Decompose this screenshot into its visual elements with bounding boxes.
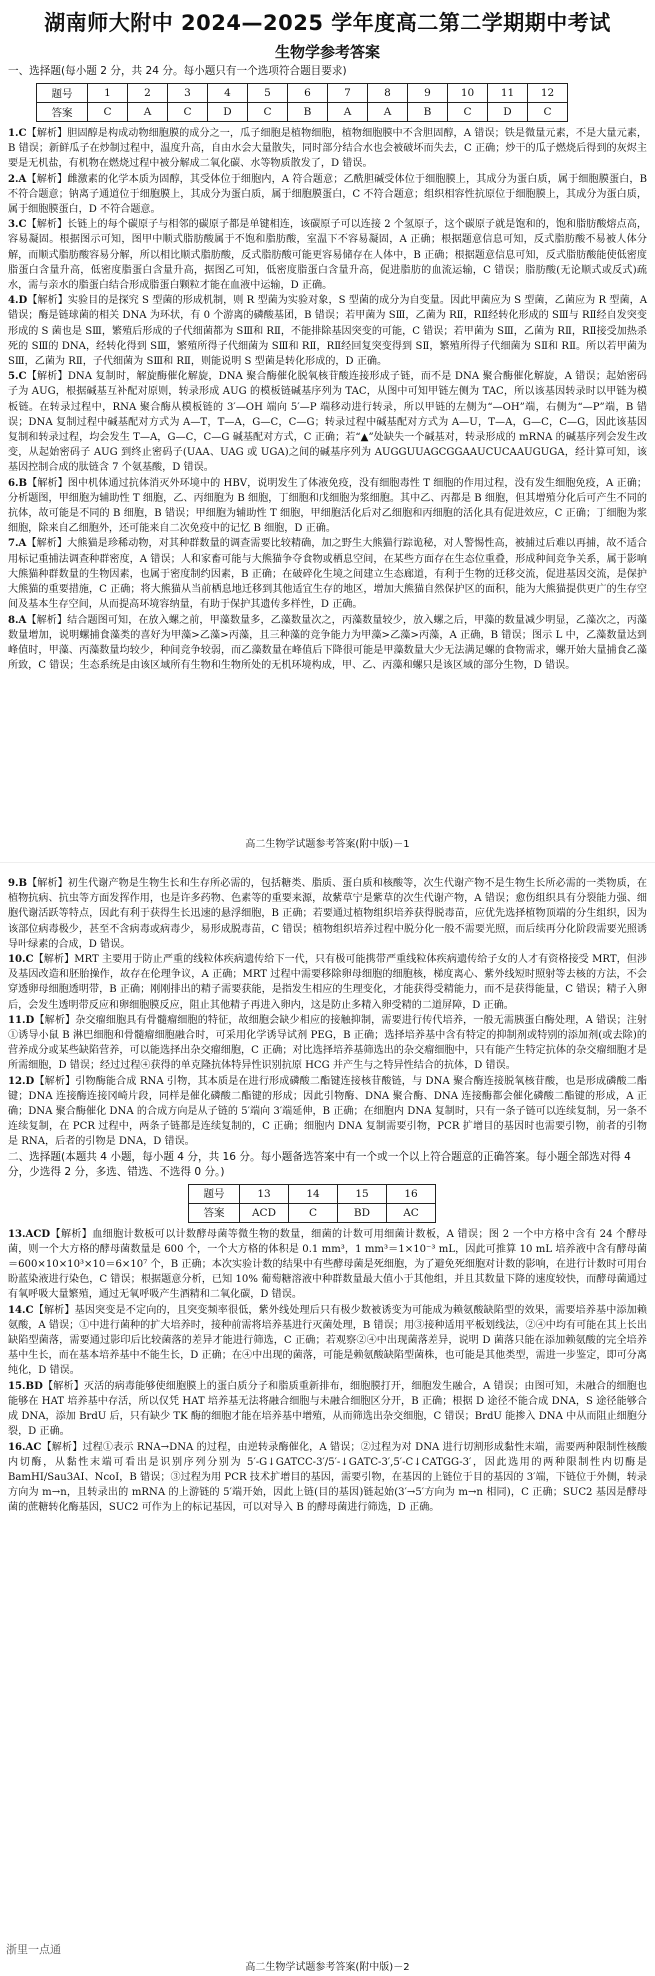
item-text: 【解析】雌激素的化学本质为固醇，其受体位于细胞内，A 符合题意；乙酰胆碱受体位于细胞膜上，其成分为蛋白质，属于细胞膜蛋白，B 不符合题意；钠离子通道位于细胞膜上，其成分为蛋白质，属于细胞膜蛋白，C 不符合题意；组织相容性抗原位于细胞膜上，其成分为蛋白质，属于细胞膜蛋白，D 不符合题意。: [8, 173, 647, 216]
explanation-item: [8, 126, 647, 172]
explanations-part-three: [8, 1227, 647, 1516]
question-number: 11: [488, 84, 528, 103]
question-number: 4: [208, 84, 248, 103]
section-one-heading: 一、选择题(每小题 2 分，共 24 分。每小题只有一个选项符合题目要求): [8, 65, 347, 77]
explanation-item: [8, 536, 647, 612]
answer-cell: AC: [387, 1203, 436, 1222]
row-label-answer: 答案: [189, 1203, 240, 1222]
explanation-item: [8, 1440, 647, 1516]
explanation-item: [8, 217, 647, 293]
answer-cell: B: [408, 103, 448, 122]
item-text: 【解析】结合题图可知，在放入螺之前，甲藻数量多，乙藻数量次之，丙藻数量较少，放入螺之后，甲藻的数量减少明显，乙藻次之，丙藻数量增加，说明螺捕食藻类的喜好为甲藻>乙藻>丙藻，且三种藻的竞争能力为甲藻>乙藻>丙藻，A 正确，B 错误；图示 L 中，乙藻数量达到峰值时，甲藻、丙藻数量均较少，种间竞争较弱，而乙藻数量在峰值后下降很可能是甲藻数量大少无法满足螺的食物需求，螺开始大量捕食乙藻所致，C 错误；生态系统是由该区域所有生物和生物所处的无机环境构成，甲、乙、丙藻和螺只是该区域的部分生物，D 错误。: [8, 614, 647, 672]
answer-cell: A: [328, 103, 368, 122]
item-text: 【解析】灭活的病毒能够使细胞膜上的蛋白质分子和脂质重新排布，细胞膜打开，细胞发生融合，A 错误；由图可知，未融合的细胞也能够在 HAT 培养基中存活，所以仅凭 HAT 培养基无法将融合细胞与未融合细胞区分开，B 正确；根据 D 途径不能合成 DNA，S 途径能够合成 DNA，添加 BrdU 后，只有缺少 TK 酶的细胞才能在培养基中增殖，从而筛选出杂交细胞，C 错误；BrdU 能掺入 DNA 中从而阻止细胞分裂，D 正确。: [8, 1380, 647, 1438]
page-divider: [0, 862, 655, 863]
exam-title: 湖南师大附中 2024—2025 学年度高二第二学期期中考试: [44, 11, 611, 35]
answer-cell: C: [88, 103, 128, 122]
explanation-item: [8, 1379, 647, 1440]
answer-cell: C: [168, 103, 208, 122]
item-label: 8.A: [8, 614, 27, 626]
item-label: 5.C: [8, 371, 27, 383]
item-label: 16.AC: [8, 1441, 42, 1453]
item-text: 【解析】胆固醇是构成动物细胞膜的成分之一，瓜子细胞是植物细胞，植物细胞膜中不含胆固醇，A 错误；铁是微量元素，不是大量元素，B 错误；新鲜瓜子在炒制过程中，温度升高，自由水会大量散失，同时部分结合水也会被破坏而失去，C 正确；炒干的瓜子燃烧后得到的灰烬主要是无机盐，有机物在燃烧过程中被分解成二氧化碳、水等物质散发了，D 错误。: [8, 128, 647, 170]
item-text: 【解析】长链上的每个碳原子与相邻的碳原子都是单键相连，该碳原子可以连接 2 个氢原子，这个碳原子就是饱和的，饱和脂肪酸熔点高，容易凝固。根据图示可知，图甲中顺式脂肪酸属于不饱和脂肪酸，室温下不容易凝固，A 正确；根据题意信息可知，反式脂肪酸不易被人体分解，而顺式脂肪酸容易分解，所以相比顺式脂肪酸，反式脂肪酸可能更容易储存在人体中，B 正确；根据题意信息可知，反式脂肪酸能使低密度脂蛋白含量升高，低密度脂蛋白含量升高，据图乙可知，低密度脂蛋白含量升高，促进脂肪的血流运输，C 错误；脂肪酸(无论顺式或反式)疏水，需与亲水的脂蛋白结合形成脂蛋白颗粒才能在血液中运输，D 正确。: [8, 219, 647, 292]
answer-table-answer-row: [37, 103, 568, 122]
section-two-heading: 二、选择题(本题共 4 小题，每小题 4 分，共 16 分。每小题备选答案中有一个或一个以上符合题意的正确答案。每小题全部选对得 4 分，少选得 2 分，多选、错选、不选得 0 分。): [8, 1150, 631, 1178]
source-watermark: 浙里一点通: [6, 1943, 61, 1956]
item-label: 3.C: [8, 219, 27, 231]
question-number: 15: [338, 1184, 387, 1203]
question-number: 12: [528, 84, 568, 103]
item-text: 【解析】杂交瘤细胞具有骨髓瘤细胞的特征，故细胞会缺少相应的接触抑制，需要进行传代培养，一般无需胰蛋白酶处理，A 错误；注射①诱导小鼠 B 淋巴细胞和骨髓瘤细胞融合时，可采用化学诱导试剂 PEG，B 正确；选择培养基中含有特定的抑制剂或特别的添加剂(或去除)的营养成分或某些缺陷营养，可以能选择出杂交瘤细胞，C 正确；对比选择培养基筛选出的杂交瘤细胞中，只有能产生特定抗体的杂交瘤细胞才是所需细胞，D 错误；经过过程④获得的单克隆抗体特异性识别抗原 HCG 并产生与之特异性结合的抗体，D 错误。: [8, 1014, 647, 1072]
item-label: 11.D: [8, 1014, 35, 1026]
explanations-part-two: [8, 876, 647, 1150]
question-number: 10: [448, 84, 488, 103]
answer-cell: C: [248, 103, 288, 122]
item-text: 【解析】MRT 主要用于防止严重的线粒体疾病遗传给下一代，只有极可能携带严重线粒体疾病遗传给子女的人才有资格接受 MRT，但涉及基因改造和胚胎操作，故存在伦理争议，A 正确；MRT 过程中需要移除卵母细胞的细胞核，梯度离心、紫外线短时照射等去核的方法，不会穿透卵母细胞透明带，B 正确；刚刚排出的精子需要获能，是指发生相应的生理变化，才能获得受精能力，而不是获得能量，C 错误；精子入卵后，会发生透明带反应和卵细胞膜反应，阻止其他精子再进入卵内，这是防止多精入卵受精的二道屏障，D 正确。: [8, 954, 647, 1011]
explanation-item: [8, 952, 647, 1013]
item-text: 【解析】图中机体通过抗体消灭外环境中的 HBV，说明发生了体液免疫，没有细胞毒性 T 细胞的作用过程，没有发生细胞免疫，A 正确；分析题图，甲细胞为辅助性 T 细胞，乙、丙细胞为 B 细胞，丁细胞和戊细胞为浆细胞。其中乙、丙都是 B 细胞，但其增殖分化后可产生不同的抗体，故可能是不同的 B 细胞，B 错误；甲细胞为辅助性 T 细胞，甲细胞活化后对乙细胞和丙细胞的活化具有促进效应，C 正确；丁细胞为浆细胞，除来自乙细胞外，还可能来自二次免疫中的记忆 B 细胞，D 正确。: [8, 477, 647, 535]
item-label: 15.BD: [8, 1380, 43, 1392]
explanations-part-one: [8, 126, 647, 673]
row-label-number: 题号: [189, 1184, 240, 1203]
row-label-number: 题号: [37, 84, 88, 103]
item-label: 9.B: [8, 878, 28, 889]
question-number: 8: [368, 84, 408, 103]
section-two-answer-table: [188, 1184, 436, 1223]
answer-table-number-row: [37, 84, 568, 103]
answer-cell: B: [288, 103, 328, 122]
item-label: 10.C: [8, 954, 34, 966]
page-two: [0, 876, 655, 1516]
item-text: 【解析】引物酶能合成 RNA 引物，其本质是在进行形成磷酸二酯键连接核苷酸链，与 DNA 聚合酶连接脱氧核苷酸，也是形成磷酸二酯键；DNA 连接酶连接冈崎片段，同样是催化磷酸二酯键的形成；因此引物酶、DNA 聚合酶、DNA 连接酶都会催化磷酸二酯键的形成，A 正确；DNA 聚合酶催化 DNA 的合成方向是从子链的 5′端向 3′端延伸，B 正确；在细胞内 DNA 复制时，只有一条子链可以连续复制，另一条不连续复制，在 PCR 过程中，两条子链都是连续复制的，C 正确；细胞内 DNA 复制需要引物，PCR 扩增目的基因时也需要引物，前者的引物是 RNA，后者的引物是 DNA，D 错误。: [8, 1075, 647, 1148]
answer-cell: C: [289, 1203, 338, 1222]
answer-cell: C: [448, 103, 488, 122]
item-label: 2.A: [8, 173, 27, 185]
answer-cell: A: [128, 103, 168, 122]
item-text: 【解析】基因突变是不定向的，且突变频率很低，紫外线处理后只有极少数被诱变为可能成为赖氨酸缺陷型的效果，需要培养基中添加赖氨酸，A 错误；①中进行菌种的扩大培养时，接种前需将培养基进行灭菌处理，B 错误；用③接种适用平板划线法，②④中均有可能在其上长出缺陷型菌落，需要通过影印后比较菌落的差异才能进行筛选，C 正确；若观察②④中出现菌落差异，说明 D 菌落只能在添加赖氨酸的完全培养基中生长，而在基本培养基中不能生长，D 正确；在④中出现的菌落，可能是赖氨酸缺陷型菌株，也可能是其他类型，需进一步鉴定，即可分离纯化，D 错误。: [8, 1304, 647, 1377]
answer-cell: ACD: [240, 1203, 289, 1222]
page-footer-1: 高二生物学试题参考答案(附中版)－1: [245, 839, 410, 850]
answer-table-answer-row: [189, 1203, 436, 1222]
item-text: 【解析】血细胞计数板可以计数酵母菌等微生物的数量，细菌的计数可用细菌计数板，A 错误；图 2 一个中方格中含有 24 个酵母菌，则一个大方格的酵母菌数量是 600 个，一个大方格的体积是 0.1 mm³，1 mm³＝1×10⁻³ mL，因此可推算 10 mL 培养液中含有酵母菌＝600×10×10³×10＝6×10⁷ 个，B 正确；本次实验计数的结果中有些酵母菌是死细胞，为了避免死细胞对计数的影响，在进行计数时可用台盼蓝染液进行染色，C 错误；根据题意分析，已知 10% 葡萄糖溶液中种群数量最大值小于其他组，并且其数量下降的速度较快，而酵母菌通过有氧呼吸大量繁殖，通过无氧呼吸产生酒精和二氧化碳，D 错误。: [8, 1228, 647, 1301]
item-text: 【解析】初生代谢产物是生物生长和生存所必需的，包括糖类、脂质、蛋白质和核酸等，次生代谢产物不是生物生长所必需的一类物质，在植物抗病、抗虫等方面发挥作用，也是许多药物、色素等的重要来源，故紫草宁是紫草的次生代谢产物，A 错误；愈伤组织具有分裂能力强、细胞代谢活跃等特点，因此有利于获得生长迅速的悬浮细胞，B 正确；若要通过植物组织培养获得脱毒苗，应优先选择植物顶端的分生组织，因为该部位病毒极少，甚至不含病毒或病毒少，易形成脱毒苗，C 错误；植物组织培养过程中脱分化一般不需要光照，而后续再分化阶段需要光照诱导叶绿素的合成，D 错误。: [8, 878, 647, 950]
answer-cell: C: [528, 103, 568, 122]
row-label-answer: 答案: [37, 103, 88, 122]
explanation-item: [8, 1013, 647, 1074]
answer-cell: D: [208, 103, 248, 122]
question-number: 16: [387, 1184, 436, 1203]
question-number: 1: [88, 84, 128, 103]
explanation-item: [8, 293, 647, 369]
explanation-item: [8, 369, 647, 475]
explanation-item: [8, 172, 647, 218]
answer-cell: D: [488, 103, 528, 122]
question-number: 5: [248, 84, 288, 103]
question-number: 6: [288, 84, 328, 103]
explanation-item: [8, 876, 647, 952]
item-label: 14.C: [8, 1304, 34, 1316]
item-label: 4.D: [8, 295, 28, 307]
answer-table-number-row: [189, 1184, 436, 1203]
question-number: 7: [328, 84, 368, 103]
item-text: 【解析】实验目的是探究 S 型菌的形成机制，则 R 型菌为实验对象，S 型菌的成分为自变量。因此甲菌应为 S 型菌，乙菌应为 R 型菌，A 错误；酶是链球菌的相关 DNA 为环状，有 0 个游离的磷酸基团，B 错误；若甲菌为 SⅢ，乙菌为 RⅡ，RⅡ经转化形成的 SⅢ与 RⅡ经自发突变形成的 S 菌也是 SⅢ，繁殖后形成的子代细菌都为 SⅢ和 RⅡ，不能排除基因突变的可能，C 错误；若甲菌为 SⅢ，乙菌为 RⅡ，RⅡ接受加热杀死的 SⅢ的 DNA，经转化得到 SⅢ，繁殖所得子代细菌为 SⅢ和 RⅡ，RⅡ经回复突变得到 SⅡ，繁殖所得子代细菌为 SⅡ和 RⅡ。所以若甲菌为 SⅢ，乙菌为 RⅡ，子代细菌为 SⅢ和 RⅡ，则能说明 S 型菌是转化形成的，D 正确。: [8, 295, 647, 368]
answer-cell: A: [368, 103, 408, 122]
page-one: [0, 0, 655, 673]
question-number: 14: [289, 1184, 338, 1203]
section-one-answer-table: [36, 83, 568, 122]
item-text: 【解析】过程①表示 RNA→DNA 的过程，由逆转录酶催化，A 错误；②过程为对 DNA 进行切割形成黏性末端，需要两种限制性核酸内切酶，从黏性末端可看出是识别序列分别为 5′-G↓GATCC-3′/5′-↓GATC-3′,5′-C↓CATGG-3′，因此选用的两种限制性内切酶是 BamHⅠ/Sau3AⅠ、NcoⅠ，B 错误；③过程为用 PCR 技术扩增目的基因，需要引物，在基因的上链位于目的基因的 3′端，下链位于外侧，转录方向为 m→n，且转录出的 mRNA 的上游链的 5′端开始，因此上链(目的基因)链起始(3′→5′方向为 m→n 相同)，C 正确；SUC2 基因是酵母菌的蔗糖转化酶基因，SUC2 可作为上的标记基因，可以对导入 B 的酵母菌进行筛选，D 正确。: [8, 1441, 647, 1514]
explanation-item: [8, 1227, 647, 1303]
question-number: 13: [240, 1184, 289, 1203]
answer-cell: BD: [338, 1203, 387, 1222]
item-label: 1.C: [8, 128, 27, 139]
question-number: 3: [168, 84, 208, 103]
explanation-item: [8, 613, 647, 674]
explanation-item: [8, 476, 647, 537]
question-number: 9: [408, 84, 448, 103]
explanation-item: [8, 1074, 647, 1150]
item-text: 【解析】DNA 复制时，解旋酶催化解旋，DNA 聚合酶催化脱氧核苷酸连接形成子链，而不是 DNA 聚合酶催化解旋，A 错误；起始密码子为 AUG，根据碱基互补配对原则，转录形成 AUG 的模板链碱基序列为 TAC，从图中可知甲链左侧为 TAC，所以该基因转录时以甲链为模板链。在转录过程中，RNA 聚合酶从模板链的 3′—OH 端向 5′—P 端移动进行转录，所以甲链的左侧为“—OH”端，右侧为“—P”端，B 错误；DNA 复制过程中碱基配对方式为 A—T，T—A，G—C，C—G；转录过程中碱基配对方式为 A—U，T—A，G—C，C—G，因此该基因复制和转录过程，均会发生 T—A，G—C，C—G 碱基配对方式，C 正确；若“▲”处缺失一个碱基对，转录形成的 mRNA 的碱基序列会发生改变，从起始密码子 AUG 到终止密码子(UAA、UAG 或 UGA)之间的碱基序列为 AUGGUUAGCGGAAUCUCAAUGUGA，经计算可知，该基因控制合成的肽链含 7 个氨基酸，D 错误。: [8, 371, 647, 474]
answer-key-subtitle: 生物学参考答案: [274, 43, 380, 61]
item-label: 12.D: [8, 1075, 35, 1087]
item-text: 【解析】大熊猫是珍稀动物，对其种群数量的调查需要比较精确，加之野生大熊猫行踪诡秘，对人警惕性高，被捕过后难以再捕，故不适合用标记重捕法调查种群密度，A 错误；人和家畜可能与大熊猫争夺食物或栖息空间，在某些方面存在生态位重叠，形成种间竞争关系，属于影响大熊猫种群数量的生物因素，也属于密度制约因素，B 正确；在破碎化生境之间建立生态廊道，有利于生物的迁移交流，促进基因交流，是保护大熊猫的重要措施，C 正确；将大熊猫从当前栖息地迁移到其他适宜生存的地区，增加大熊猫自然保护区的面积，能为大熊猫提供更广的生存空间及基本生存空间，从而提高环境容纳量，有助于保护其遗传多样性，D 正确。: [8, 538, 647, 611]
explanation-item: [8, 1303, 647, 1379]
item-label: 13.ACD: [8, 1228, 51, 1240]
page-footer-2: 高二生物学试题参考答案(附中版)－2: [245, 1962, 410, 1973]
item-label: 6.B: [8, 477, 28, 489]
question-number: 2: [128, 84, 168, 103]
item-label: 7.A: [8, 538, 27, 550]
